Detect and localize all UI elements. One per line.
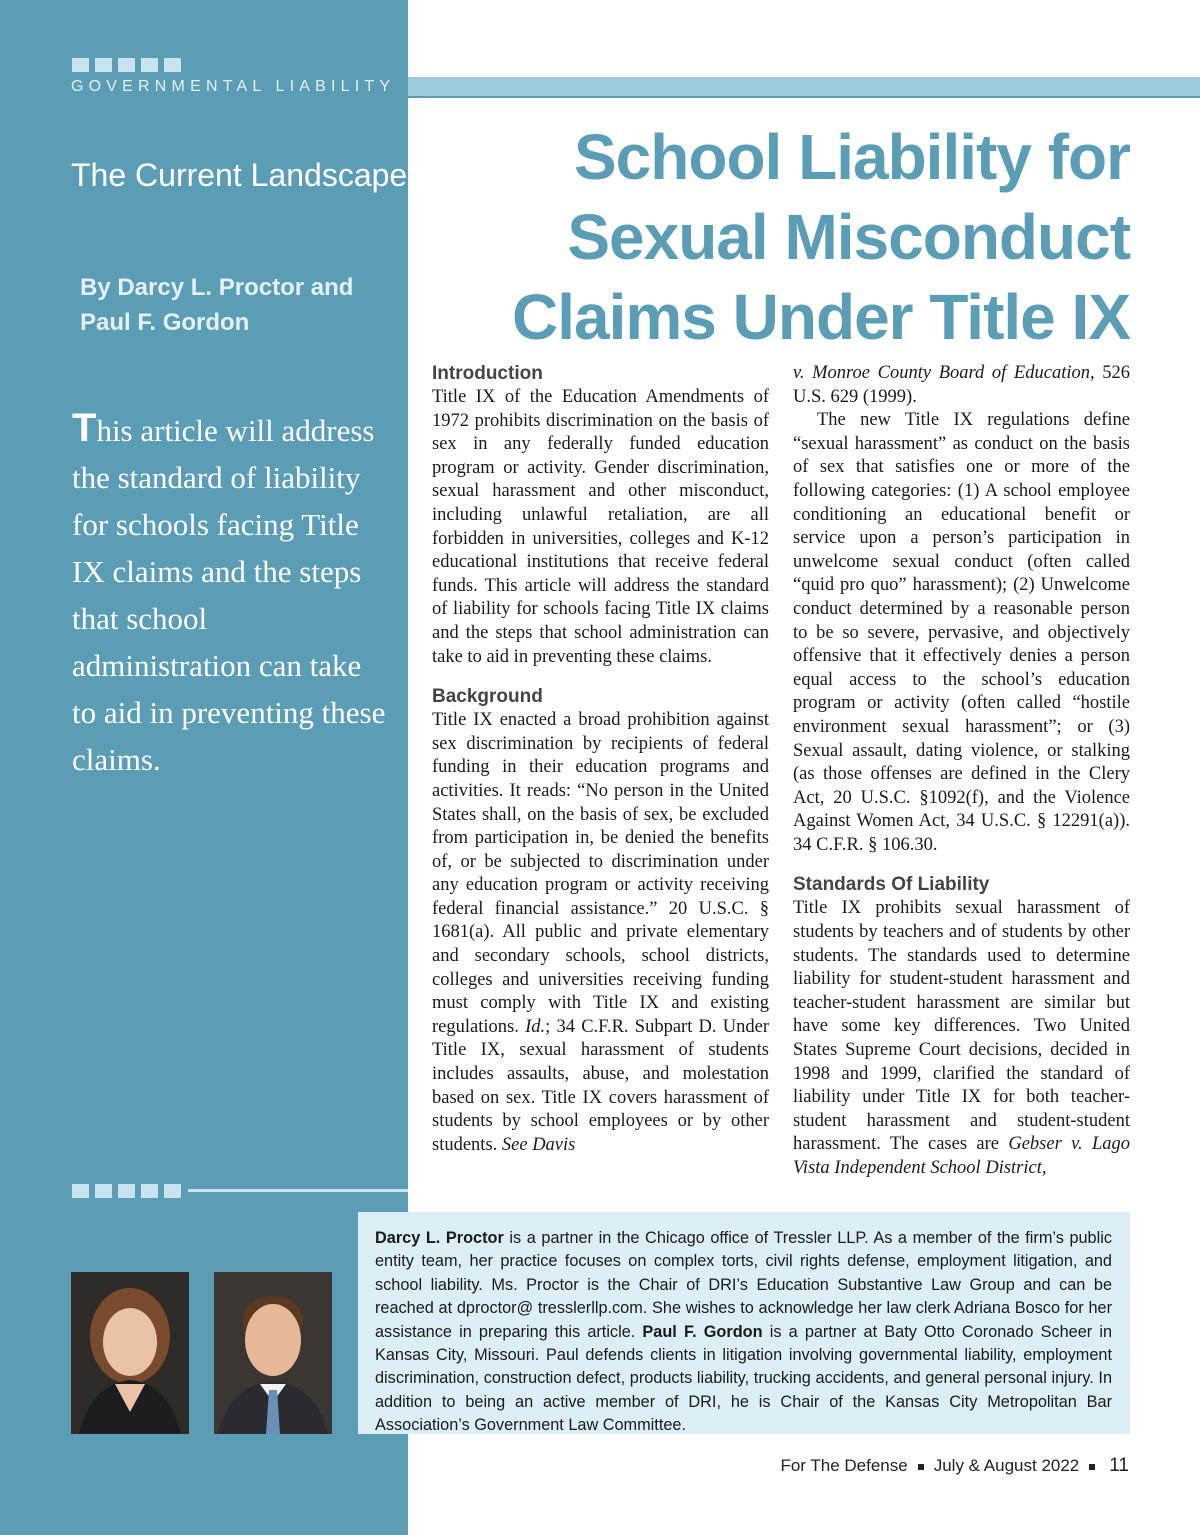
footer-separator: [918, 1464, 924, 1470]
author-name-gordon: Paul F. Gordon: [642, 1322, 763, 1341]
section-heading-background: Background: [432, 686, 543, 708]
article-subtitle: The Current Landscape: [71, 157, 408, 193]
davis-citation: v. Monroe County Board of Education, 526 U.S. 629 (1999).: [793, 363, 1130, 407]
headline-line-2: Sexual Misconduct: [567, 201, 1130, 273]
background-paragraph: Title IX enacted a broad prohibition against sex discrimination by recipients of federal funding in their education programs and activities. It reads: “No person in the United States shall, on the basis of sex, be excluded from participation in, be denied the benefits of, or be subjected to discrimination under any education program or activity receiving federal financial assistance.” 20 U.S.C. § 1681(a). All public and private elementary and secondary schools, school districts, colleges and universities receiving funding must comply with Title IX and existing regulations. Id.; 34 C.F.R. Subpart D. Under Title IX, sexual harassment of students includes assaults, abuse, and molestation based on sex. Title IX covers harassment of students by school employees or by other students. See Davis: [432, 710, 769, 1155]
byline: [80, 270, 380, 340]
page-number: 11: [1109, 1455, 1129, 1476]
introduction-paragraph: Title IX of the Education Amendments of 1972 prohibits discrimination on the basis of sex in any federally funded education program or activity. Gender discrimination, sexual harassment and other misconduct, including unlawful retaliation, are all forbidden in universities, colleges and K-12 educational institutions that receive federal funds. This article will address the standard of liability for schools facing Title IX claims and the steps that school administration can take to aid in preventing these claims.: [432, 387, 769, 667]
article-headline: [430, 117, 1130, 357]
decorative-squares-bottom: [72, 1184, 181, 1198]
headline-line-1: School Liability for: [573, 121, 1130, 193]
article-column-left: [432, 362, 769, 1157]
author-photo-proctor: [71, 1272, 189, 1434]
byline-line-1: By Darcy L. Proctor and: [80, 274, 354, 301]
author-name-proctor: Darcy L. Proctor: [375, 1229, 504, 1247]
page-footer: [780, 1455, 1129, 1477]
regulations-paragraph: The new Title IX regulations define “sexual harassment” as conduct on the basis of sex that satisfies one or more of the following categories: (1) A school employee conditioning an educational benefit or service upon a person’s participation in unwelcome sexual conduct (often called “quid pro quo” harassment); (2) Unwelcome conduct determined by a reasonable person to be so severe, pervasive, and objectively offensive that it effectively denies a person equal access to the school’s education program or activity (often called “hostile environment sexual harassment”; or (3) Sexual assault, dating violence, or stalking (as those offenses are defined in the Clery Act, 20 U.S.C. §1092(f), and the Violence Against Women Act, 34 U.S.C. § 12291(a)). 34 C.F.R. § 106.30.: [793, 410, 1130, 855]
drop-cap: T: [72, 406, 97, 450]
section-heading-standards: Standards Of Liability: [793, 874, 990, 896]
section-heading-introduction: Introduction: [432, 363, 543, 384]
footer-separator: [1089, 1464, 1095, 1470]
standards-paragraph: Title IX prohibits sexual harassment of students by teachers and of students by other students. The standards used to determine liability for student-student harassment and teacher-student harassment are similar but have some key differences. Two United States Supreme Court decisions, decided in 1998 and 1999, clarified the standard of liability under Title IX for both teacher-student harassment and student-student harassment. The cases are Gebser v. Lago Vista Independent School District,: [793, 898, 1130, 1178]
pull-quote-text: his article will address the standard of liability for schools facing Title IX claims and the steps that school administration can take to aid in preventing these claims.: [72, 413, 386, 777]
article-column-right: [793, 362, 1130, 1181]
decorative-rule: [188, 1189, 408, 1192]
decorative-squares-top: [72, 58, 181, 72]
publication-name: For The Defense: [780, 1456, 908, 1475]
author-photo-gordon: [214, 1272, 332, 1434]
section-label: GOVERNMENTAL LIABILITY: [71, 78, 396, 95]
author-bio-text: Darcy L. Proctor is a partner in the Chicago office of Tressler LLP. As a member of the firm’s public entity team, her practice focuses on complex torts, civil rights defense, employment litigation, and school liability. Ms. Proctor is the Chair of DRI’s Education Substantive Law Group and can be reached at dproctor@ tresslerllp.com. She wishes to acknowledge her law clerk Adriana Bosco for her assistance in preparing this article. Paul F. Gordon is a partner at Baty Otto Coronado Scheer in Kansas City, Missouri. Paul defends clients in litigation involving governmental liability, employment discrimination, construction defect, products liability, trucking accidents, and general personal injury. In addition to being an active member of DRI, he is Chair of the Kansas City Metropolitan Bar Association’s Government Law Committee.: [375, 1229, 1112, 1435]
issue-date: July & August 2022: [933, 1456, 1080, 1475]
byline-line-2: Paul F. Gordon: [80, 309, 250, 336]
pull-quote: [72, 405, 392, 783]
headline-line-3: Claims Under Title IX: [512, 281, 1130, 353]
